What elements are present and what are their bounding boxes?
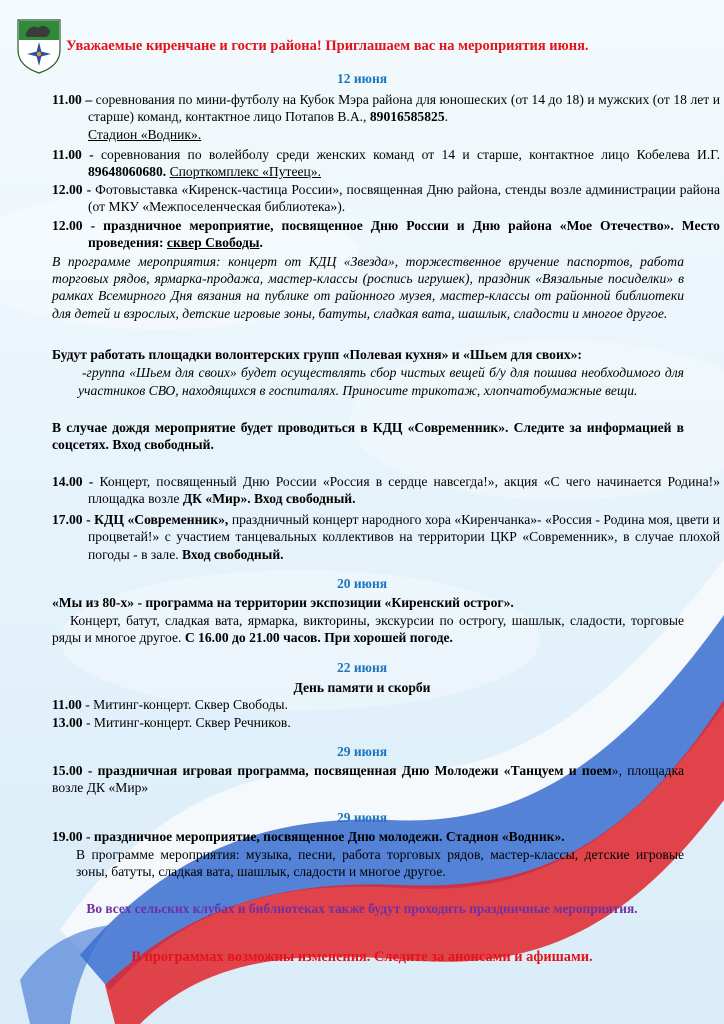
date-heading-29-june-second: 29 июня (336, 810, 388, 825)
program-description: В программе мероприятия: концерт от КДЦ «Звезда», торжественное вручение паспортов, работа торговых рядов, ярмарка-продажа, мастер-классы (роспись игрушек), праздник «Вязальные посиделки» в рамках Всемирного Дня вязания на публике от районного музея, мастер-классы от районной библиотеки для детей и взрослых, детские игровые зоны, батуты, сладкая вата, шашлык, сладости и многое другое. (52, 254, 684, 321)
date-heading-20-june: 20 июня (336, 576, 388, 591)
event-separator: – (81, 92, 96, 107)
event-text: соревнования по волейболу среди женских команд от 14 и старше, контактное лицо Кобелева И.Г. (101, 147, 720, 162)
header-title: Уважаемые киренчане и гости района! Приглашаем вас на мероприятия июня. (66, 38, 589, 54)
contact-phone: 89648060680. (88, 164, 167, 180)
event-text: Фотовыставка «Киренск-частица России», посвященная Дню района, стенды возле администрации района (от МКУ «Межпоселенческая библиотека»). (88, 182, 720, 215)
event-separator: - (82, 218, 104, 233)
event-text: Концерт, батут, сладкая вата, ярмарка, викторины, экскурсии по острогу, шашлык, сладости, торговые ряды и многое другое. (52, 613, 684, 646)
event-separator: - (82, 512, 95, 527)
event-12-volleyball (52, 146, 720, 181)
event-time: 13.00 (52, 715, 83, 730)
event-22-meeting-2 (52, 714, 692, 731)
village-clubs-notice: Во всех сельских клубах и библиотеках также будут проходить праздничные мероприятия. (86, 901, 638, 916)
event-text: Концерт, посвященный Дню России «Россия в сердце навсегда!», акция «С чего начинается Родина!» площадка возле (88, 474, 720, 507)
event-12-choir-concert (52, 511, 720, 563)
event-text: праздничное мероприятие, посвященное Дню России и Дню района «Мое Отечество». Место проведения: (88, 218, 720, 251)
event-12-main-celebration (52, 217, 720, 252)
event-place: Спорткомплекс «Путеец». (169, 164, 322, 180)
event-heading: 15.00 - праздничная игровая программа, посвященная Дню Молодежи «Танцуем и поем (52, 763, 612, 778)
event-time: 11.00 (52, 92, 82, 107)
event-text: - Митинг-концерт. Сквер Речников. (82, 715, 291, 730)
event-place: сквер Свободы (166, 235, 260, 251)
event-time: 12.00 (52, 218, 83, 233)
event-time: 12.00 (52, 182, 83, 197)
event-29-youth-program (52, 762, 684, 797)
date-heading-12-june: 12 июня (336, 71, 388, 86)
event-text: соревнования по мини-футболу на Кубок Мэра района для юношеских (от 14 до 18) и мужских (от 18 лет и старше) команд, контактное лицо Потапов В.А., (88, 92, 720, 125)
sewing-group-note: -группа «Шьем для своих» будет осуществлять сбор чистых вещей б/у для пошива необходимого для участников СВО, находящихся в госпиталях. Приносите трикотаж, хлопчатобумажные вещи. (78, 365, 684, 398)
remembrance-day-heading: День памяти и скорби (293, 680, 431, 695)
event-29-youth-day-program: В программе мероприятия: музыка, песни, работа торговых рядов, мастер-классы, детские игровые зоны, батуты, сладкая вата, шашлык, сладости и многое другое. (76, 847, 684, 880)
event-29-youth-day-heading: 19.00 - праздничное мероприятие, посвященное Дню молодежи. Стадион «Водник». (52, 829, 565, 844)
event-time: 17.00 (52, 512, 83, 527)
event-20-description (52, 612, 684, 647)
contact-phone: 89016585825 (369, 109, 445, 125)
date-heading-29-june: 29 июня (336, 744, 388, 759)
volunteer-sites: Будут работать площадки волонтерских групп «Полевая кухня» и «Шьем для своих»: (52, 347, 582, 362)
event-time: 14.00 (52, 474, 83, 489)
event-separator: - (81, 147, 101, 162)
event-place: ДК «Мир». Вход свободный. (182, 491, 356, 507)
event-text: - Митинг-концерт. Сквер Свободы. (81, 697, 288, 712)
changes-notice: В программах возможны изменения. Следите за анонсами и афишами. (131, 949, 593, 965)
event-text-end: . (259, 235, 263, 251)
event-20-heading: «Мы из 80-х» - программа на территории экспозиции «Киренский острог». (52, 595, 514, 610)
event-hours: С 16.00 до 21.00 часов. При хорошей погоде. (184, 630, 453, 646)
event-12-concert (52, 473, 720, 508)
event-time: 11.00 (52, 147, 82, 162)
event-separator: - (82, 474, 100, 489)
event-text: праздничный концерт народного хора «Киренчанка»- «Россия - Родина моя, цвети и процветай!» с участием танцевальных коллективов на территории ЦКР «Современник», в случае плохой погоды - в зале. (88, 512, 721, 562)
event-place: КДЦ «Современник», (94, 512, 229, 527)
event-22-meeting-1 (52, 696, 692, 713)
event-text: », площадка возле ДК «Мир» (52, 763, 684, 796)
event-text-end: . (444, 109, 449, 125)
coat-of-arms-icon (16, 18, 62, 74)
event-12-photo-exhibition (52, 181, 720, 216)
rain-notice: В случае дождя мероприятие будет проводиться в КДЦ «Современник». Следите за информацией в соцсетях. Вход свободный. (52, 420, 684, 453)
event-place: Стадион «Водник». (88, 126, 202, 142)
event-time: 11.00 (52, 697, 82, 712)
free-entry: Вход свободный. (182, 546, 284, 562)
event-12-football (52, 91, 720, 143)
event-separator: - (82, 182, 96, 197)
date-heading-22-june: 22 июня (336, 660, 388, 675)
